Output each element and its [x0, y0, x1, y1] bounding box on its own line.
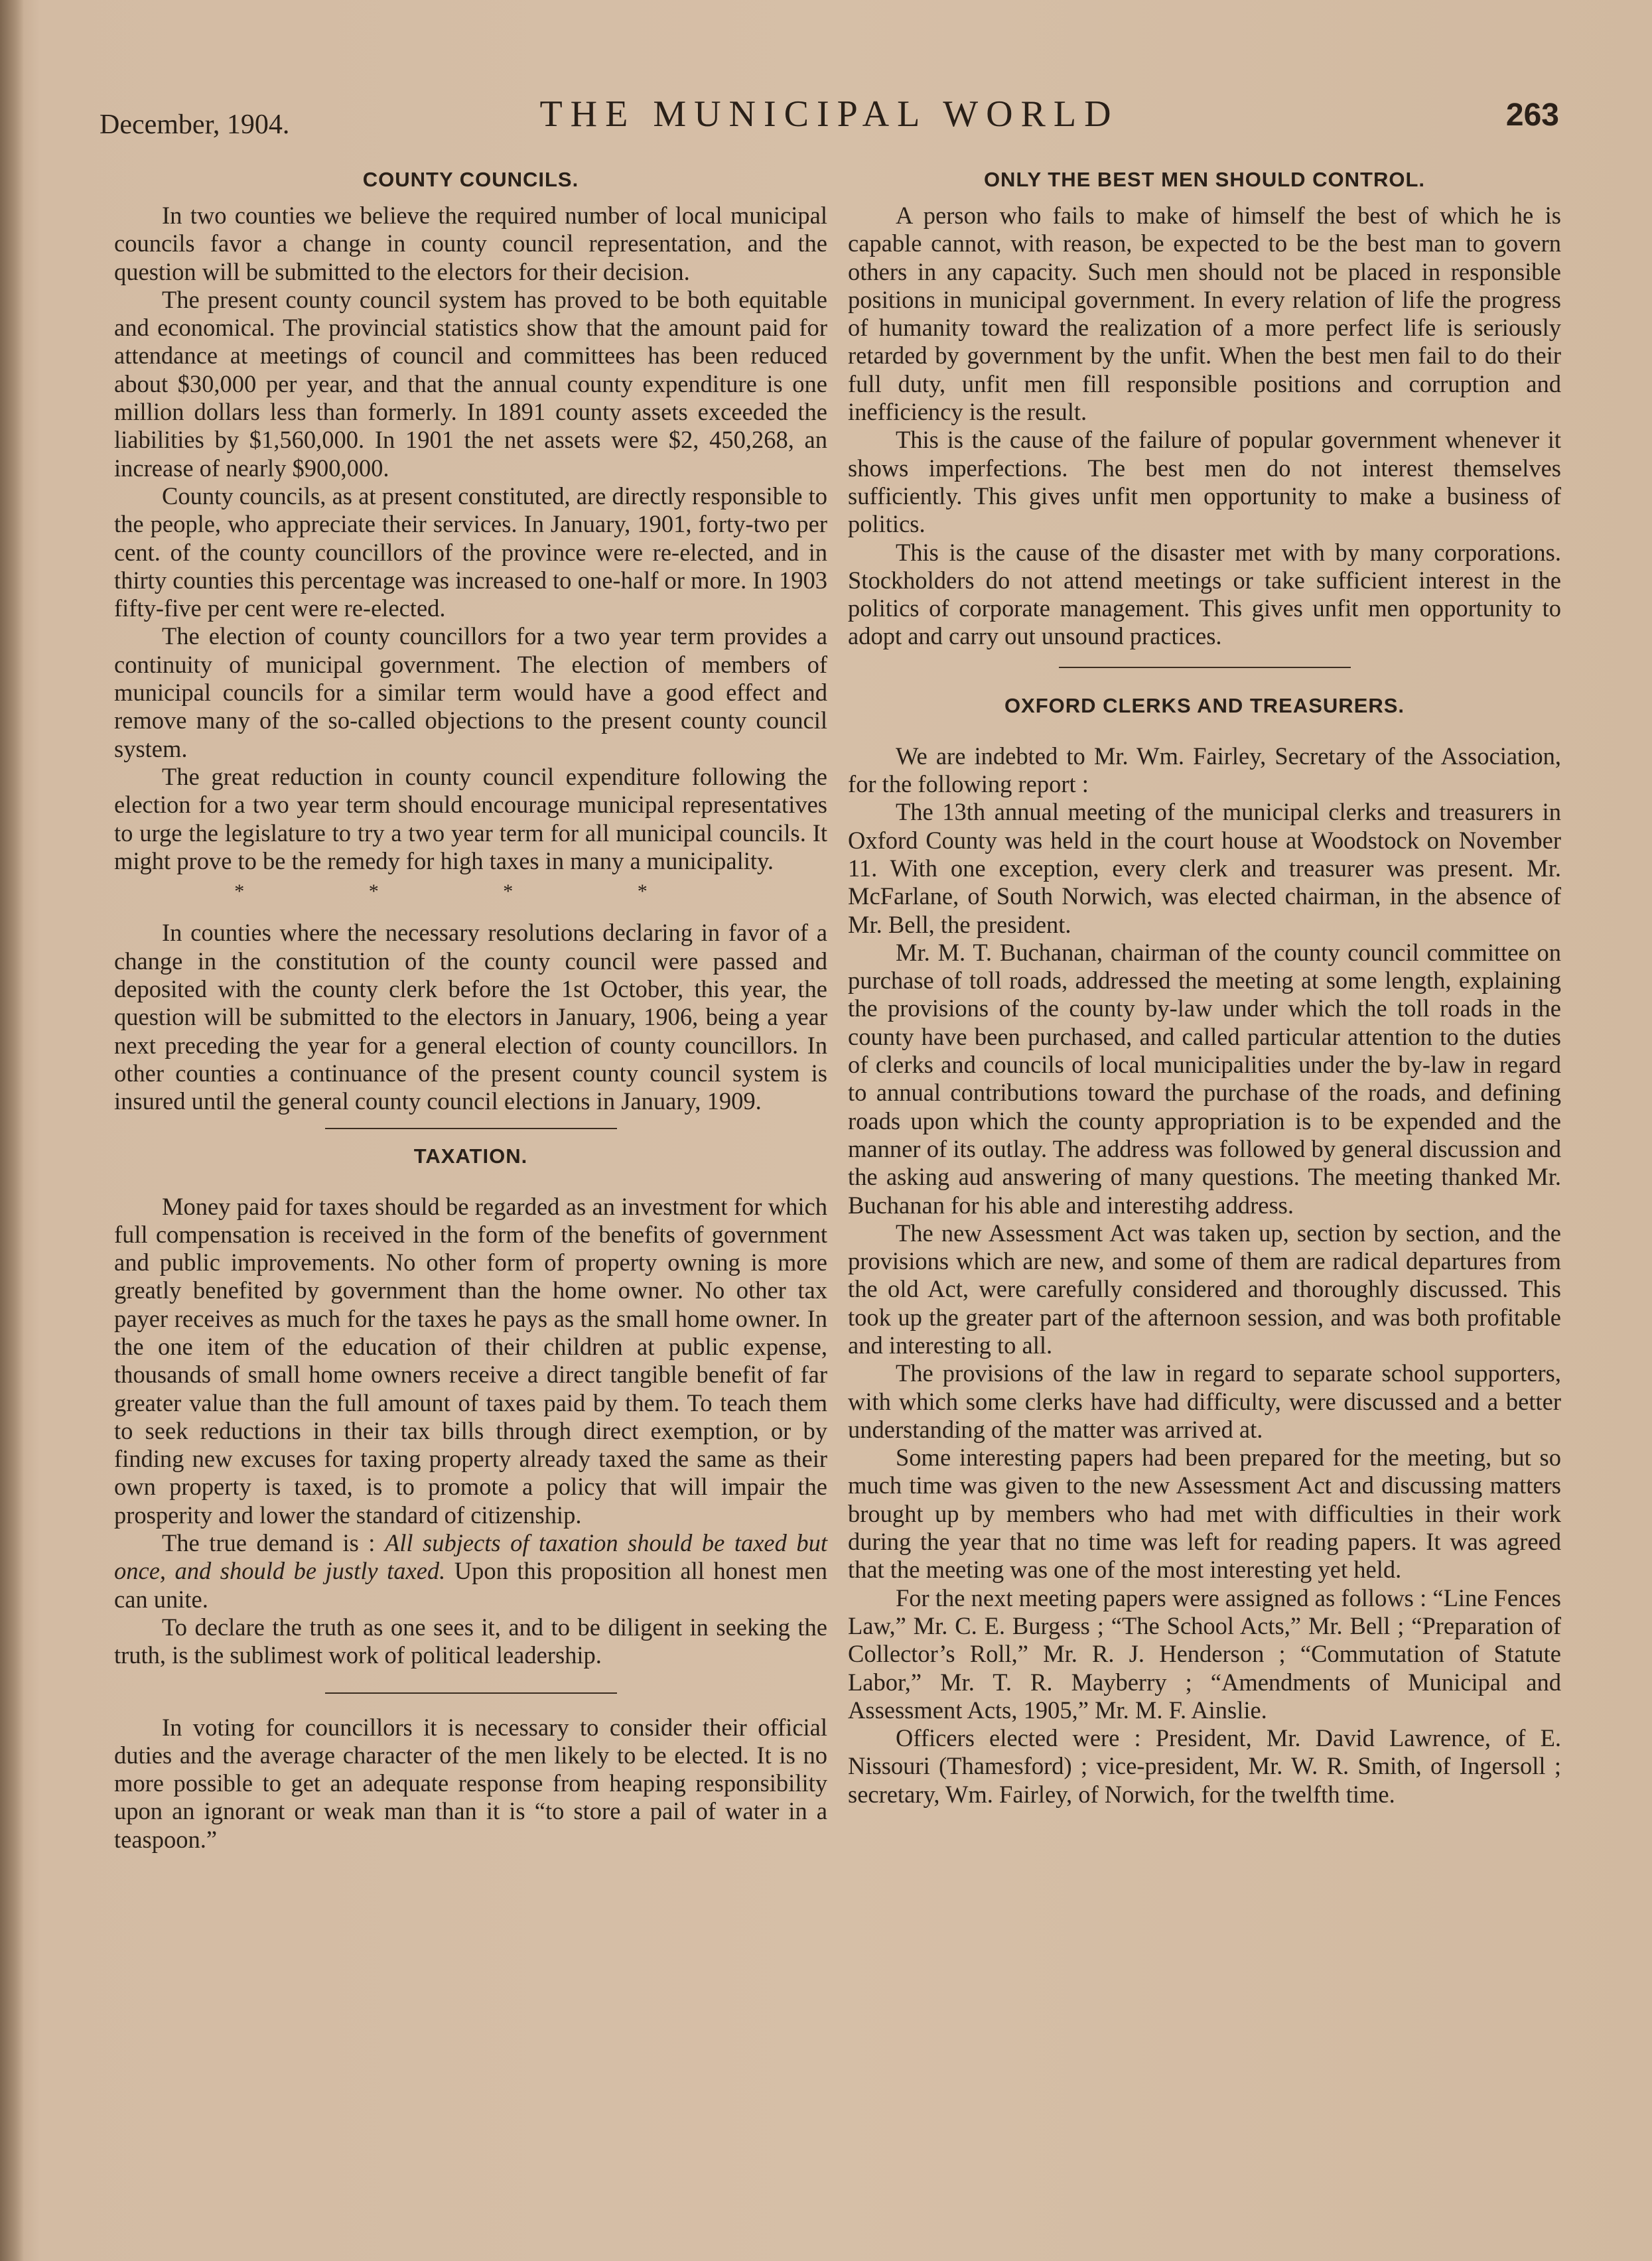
- paragraph: In voting for councillors it is necessary to consider their official duties and the average character of the men likely to be elected. It is no more possible to get an adequate response from heaping responsibility upon an ignorant or weak man than it is “to store a pail of water in a teaspoon.”: [114, 1713, 827, 1853]
- page-header: [100, 93, 1559, 139]
- paragraph: To declare the truth as one sees it, and to be diligent in seeking the truth, is the sublimest work of political leadership.: [114, 1613, 827, 1669]
- paragraph: The election of county councillors for a two year term provides a continuity of municipal government. The election of members of municipal councils for a similar term would have a good effect and remove many of the so-called objections to the present county council system.: [114, 622, 827, 762]
- paragraph: The present county council system has proved to be both equitable and economical. The provincial statistics show that the amount paid for attendance at meetings of council and committees has been reduced about $30,000 per year, and that the annual county expenditure is one million dollars less than formerly. In 1891 county assets exceeded the liabilities by $1,560,000. In 1901 the net assets were $2, 450,268, an increase of nearly $900,000.: [114, 285, 827, 482]
- paragraph: In counties where the necessary resolutions declaring in favor of a change in the constitution of the county council were passed and deposited with the county clerk before the 1st October, this year, the question will be submitted to the electors in January, 1906, being a year next preceding the year for a general election of county councillors. In other counties a continuance of the present county council system is insured until the general county council elections in January, 1909.: [114, 919, 827, 1115]
- publication-title: THE MUNICIPAL WORLD: [539, 94, 1119, 135]
- paragraph: The provisions of the law in regard to separate school supporters, with which some clerks have had difficulty, were discussed and a better understanding of the matter was arrived at.: [848, 1359, 1561, 1443]
- divider-rule: [325, 1128, 617, 1129]
- paragraph: The new Assessment Act was taken up, section by section, and the provisions which are new, and some of them are radical departures from the old Act, were carefully considered and thoroughly discussed. This took up the greater part of the afternoon session, and was both profitable and interesting to all.: [848, 1219, 1561, 1359]
- paragraph: County councils, as at present constituted, are directly responsible to the people, who appreciate their services. In January, 1901, forty-two per cent. of the county councillors of the province were re-elected, and in thirty counties this percentage was increased to one-half or more. In 1903 fifty-five per cent were re-elected.: [114, 482, 827, 622]
- page-number: 263: [1505, 98, 1559, 133]
- paragraph: Money paid for taxes should be regarded as an investment for which full compensation is received in the form of the benefits of government and public improvements. No other form of property owning is more greatly benefited by government than the home owner. No other tax payer receives as much for the taxes he pays as the small home owner. In the one item of the education of their children at public expense, thousands of small home owners receive a direct tangible benefit of far greater value than the full amount of taxes paid by them. To teach them to seek reductions in their tax bills through direct exemption, or by finding new excuses for taxing property already taxed the same as their own property is taxed, is to promote a policy that will impair the prosperity and lower the standard of citizenship.: [114, 1192, 827, 1529]
- article-heading: ONLY THE BEST MEN SHOULD CONTROL.: [983, 168, 1426, 191]
- paragraph: We are indebted to Mr. Wm. Fairley, Secretary of the Association, for the following report :: [848, 742, 1561, 798]
- article-heading: OXFORD CLERKS AND TREASURERS.: [1004, 693, 1405, 717]
- text-run: Upon this proposition all honest men can unite.: [114, 1557, 827, 1613]
- paragraph: The 13th annual meeting of the municipal clerks and treasurers in Oxford County was held in the court house at Woodstock on November 11. With one exception, every clerk and treasurer was present. Mr. McFarlane, of South Norwich, was elected chairman, in the absence of Mr. Bell, the president.: [848, 798, 1561, 938]
- article-voting: [114, 1714, 827, 1854]
- paragraph: [114, 1529, 827, 1613]
- section-break-stars: * * * *: [234, 880, 707, 903]
- paragraph: The great reduction in county council expenditure following the election for a two year term should encourage municipal representatives to urge the legislature to try a two year term for all municipal councils. It might prove to be the remedy for high taxes in many a municipality.: [114, 762, 827, 874]
- paragraph: Mr. M. T. Buchanan, chairman of the county council committee on purchase of toll roads, addressed the meeting at some length, explaining the provisions of the county by-law under which the toll roads in the county have been purchased, and called particular attention to the duties of clerks and councils of local municipalities under the by-law in regard to annual contributions toward the purchase of the roads, and defining roads upon which the county appropriation is to be expended and the manner of its outlay. The address was followed by general discussion and the asking aud answering of many questions. The meeting thanked Mr. Buchanan for his able and interestihg address.: [848, 938, 1561, 1219]
- text-run: The true demand is :: [162, 1529, 385, 1557]
- article-county-councils: [114, 166, 827, 1116]
- article-heading: COUNTY COUNCILS.: [362, 168, 579, 191]
- article-heading: TAXATION.: [413, 1144, 528, 1168]
- article-taxation: [114, 1142, 827, 1670]
- paragraph: This is the cause of the disaster met with by many corporations. Stockholders do not attend meetings or take sufficient interest in the politics of corporate management. This gives unfit men opportunity to adopt and carry out unsound practices.: [848, 538, 1561, 650]
- binding-gutter: [0, 0, 24, 2261]
- divider-rule: [325, 1692, 617, 1694]
- paragraph: A person who fails to make of himself the best of which he is capable cannot, with reason, be expected to be the best man to govern others in any capacity. Such men should not be placed in responsible positions in municipal government. In every relation of life the progress of humanity toward the realization of a more perfect life is seriously retarded by government by the unfit. When the best men fail to do their full duty, unfit men fill responsible positions and corruption and inefficiency is the result.: [848, 202, 1561, 426]
- italic-text: All subjects of taxation should be taxed but once, and should be justly taxed.: [114, 1529, 827, 1585]
- left-column: [114, 166, 827, 1854]
- paragraph: This is the cause of the failure of popular government whenever it shows imperfections. The best men do not interest themselves sufficiently. This gives unfit men opportunity to make a business of politics.: [848, 426, 1561, 538]
- paragraph: For the next meeting papers were assigned as follows : “Line Fences Law,” Mr. C. E. Burgess ; “The School Acts,” Mr. Bell ; “Preparation of Collector’s Roll,” Mr. R. J. Henderson ; “Commutation of Statute Labor,” Mr. T. R. Mayberry ; “Amendments of Municipal and Assessment Acts, 1905,” Mr. M. F. Ainslie.: [848, 1584, 1561, 1724]
- article-best-men: [848, 166, 1561, 651]
- paragraph: Some interesting papers had been prepared for the meeting, but so much time was given to the new Assessment Act and discussing matters brought up by members who had met with difficulties in their work during the year that no time was left for reading papers. It was agreed that the meeting was one of the most interesting yet held.: [848, 1444, 1561, 1584]
- paragraph: In two counties we believe the required number of local municipal councils favor a change in county council representation, and the question will be submitted to the electors for their decision.: [114, 202, 827, 285]
- divider-rule: [1059, 667, 1351, 668]
- article-oxford-clerks: [848, 692, 1561, 1809]
- right-column: [848, 166, 1561, 1809]
- paragraph: Officers elected were : President, Mr. David Lawrence, of E. Nissouri (Thamesford) ; vice-president, Mr. W. R. Smith, of Ingersoll ; secretary, Wm. Fairley, of Norwich, for the twelfth time.: [848, 1724, 1561, 1808]
- header-date: December, 1904.: [100, 109, 290, 140]
